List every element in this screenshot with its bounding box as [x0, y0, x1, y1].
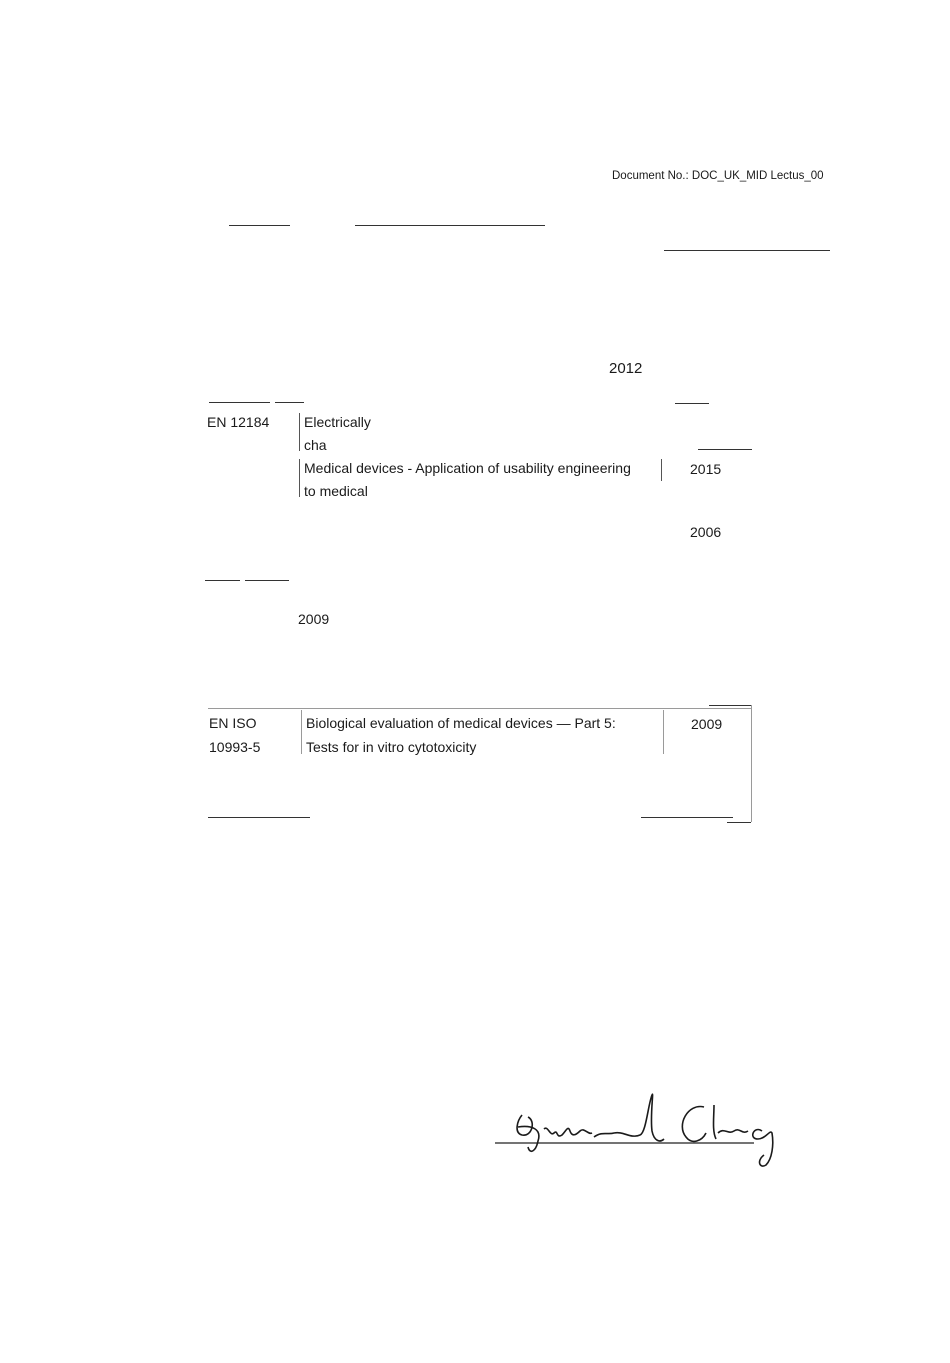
underline-field — [727, 822, 751, 823]
signature — [492, 1085, 792, 1175]
table-right-border — [751, 705, 752, 822]
signature-mark — [492, 1085, 792, 1175]
column-divider — [301, 710, 302, 754]
table-header-line — [209, 402, 270, 403]
document-number: Document No.: DOC_UK_MID Lectus_00 — [612, 170, 824, 182]
standard-year: 2006 — [690, 524, 722, 540]
underline-field — [245, 580, 289, 581]
underline-field — [664, 250, 830, 251]
standard-code: EN 12184 — [207, 414, 270, 430]
underline-field — [208, 817, 310, 818]
column-divider — [299, 459, 300, 497]
standard-code: 10993-5 — [209, 739, 261, 755]
row-divider — [698, 449, 752, 450]
standard-title: Tests for in vitro cytotoxicity — [306, 739, 477, 755]
underline-field — [229, 225, 290, 226]
standard-year: 2015 — [690, 461, 722, 477]
table-header-line — [709, 705, 751, 706]
table-top-border — [208, 708, 751, 709]
column-divider — [661, 459, 662, 481]
standard-title: Biological evaluation of medical devices — Part 5: — [306, 715, 616, 731]
standard-title: Medical devices - Application of usability engineering — [304, 460, 631, 476]
underline-field — [205, 580, 240, 581]
standard-code: EN ISO — [209, 715, 257, 731]
standard-title: cha — [304, 437, 327, 453]
underline-field — [355, 225, 545, 226]
table-header-line — [675, 403, 709, 404]
underline-field — [641, 817, 733, 818]
year-label: 2009 — [298, 611, 330, 627]
standard-year: 2009 — [691, 716, 723, 732]
standard-title: Electrically — [304, 414, 371, 430]
column-divider — [663, 710, 664, 754]
table-header-line — [275, 402, 304, 403]
column-divider — [299, 413, 300, 451]
year-label: 2012 — [609, 360, 643, 377]
standard-title: to medical — [304, 483, 368, 499]
